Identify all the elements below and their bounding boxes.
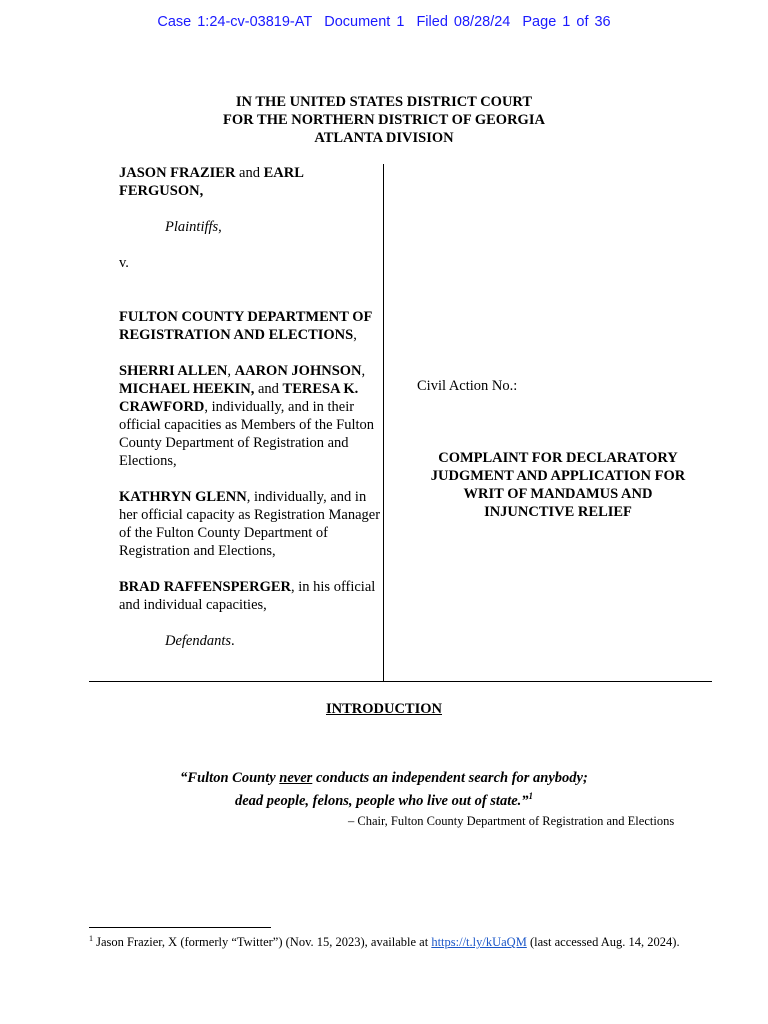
- defendants-label: Defendants.: [165, 633, 235, 649]
- footnote: $^1$ Jason Frazier, X (formerly “Twitter”) (Nov. 15, 2023), available at https://t.ly/kUaQM (last accessed Aug. 14, 2024).: [89, 934, 680, 950]
- document-number: Document 1: [324, 14, 405, 30]
- court-line-1: IN THE UNITED STATES DISTRICT COURT: [235, 94, 533, 110]
- introduction-heading: INTRODUCTION: [325, 701, 442, 717]
- defendant-manager: KATHRYN GLENN, individually, and in her official capacity as Registration Manager of the Fulton County Department of Registration and Elections,: [119, 489, 381, 559]
- case-number: Case 1:24-cv-03819-AT: [157, 14, 313, 30]
- filed-date: Filed 08/28/24: [416, 14, 511, 30]
- defendant-department: FULTON COUNTY DEPARTMENT OF REGISTRATION AND ELECTIONS,: [119, 309, 372, 343]
- footnote-reference: 1: [528, 791, 534, 801]
- court-heading: [0, 93, 768, 147]
- footnote-separator: [89, 927, 271, 928]
- document-title-line-4: INJUNCTIVE RELIEF: [484, 504, 632, 520]
- defendant-members: SHERRI ALLEN, AARON JOHNSON, MICHAEL HEEKIN, and TERESA K. CRAWFORD, individually, and in their official capacities as Members of the Fulton County Department of Registration and Elections,: [119, 363, 375, 469]
- plaintiffs-label: Plaintiffs,: [165, 219, 222, 235]
- defendant-secretary: BRAD RAFFENSPERGER, in his official and individual capacities,: [119, 579, 376, 613]
- ecf-header: [0, 14, 768, 30]
- footnote-number: 1: [89, 934, 93, 943]
- case-caption-parties: [119, 164, 381, 650]
- civil-action-number: Civil Action No.:: [417, 378, 518, 394]
- versus: v.: [119, 255, 129, 271]
- footnote-link[interactable]: https://t.ly/kUaQM: [431, 935, 527, 950]
- epigraph-quote: [0, 769, 768, 810]
- court-line-3: ATLANTA DIVISION: [314, 130, 454, 146]
- caption-vertical-divider: [383, 164, 384, 681]
- plaintiffs-names: JASON FRAZIER and EARL FERGUSON,: [119, 165, 304, 199]
- court-line-2: FOR THE NORTHERN DISTRICT OF GEORGIA: [223, 112, 545, 128]
- document-title-line-1: COMPLAINT FOR DECLARATORY: [438, 450, 678, 466]
- quote-line-2: dead people, felons, people who live out of state.”$^1$: [234, 791, 534, 809]
- quote-line-1: “Fulton County never conducts an independent search for anybody;: [180, 770, 588, 786]
- document-title-line-3: WRIT OF MANDAMUS AND: [463, 486, 653, 502]
- document-title: [416, 449, 700, 521]
- page-number: Page 1 of 36: [522, 14, 611, 30]
- caption-horizontal-divider: [89, 681, 712, 682]
- document-title-line-2: JUDGMENT AND APPLICATION FOR: [430, 468, 686, 484]
- quote-attribution: – Chair, Fulton County Department of Registration and Elections: [348, 814, 675, 828]
